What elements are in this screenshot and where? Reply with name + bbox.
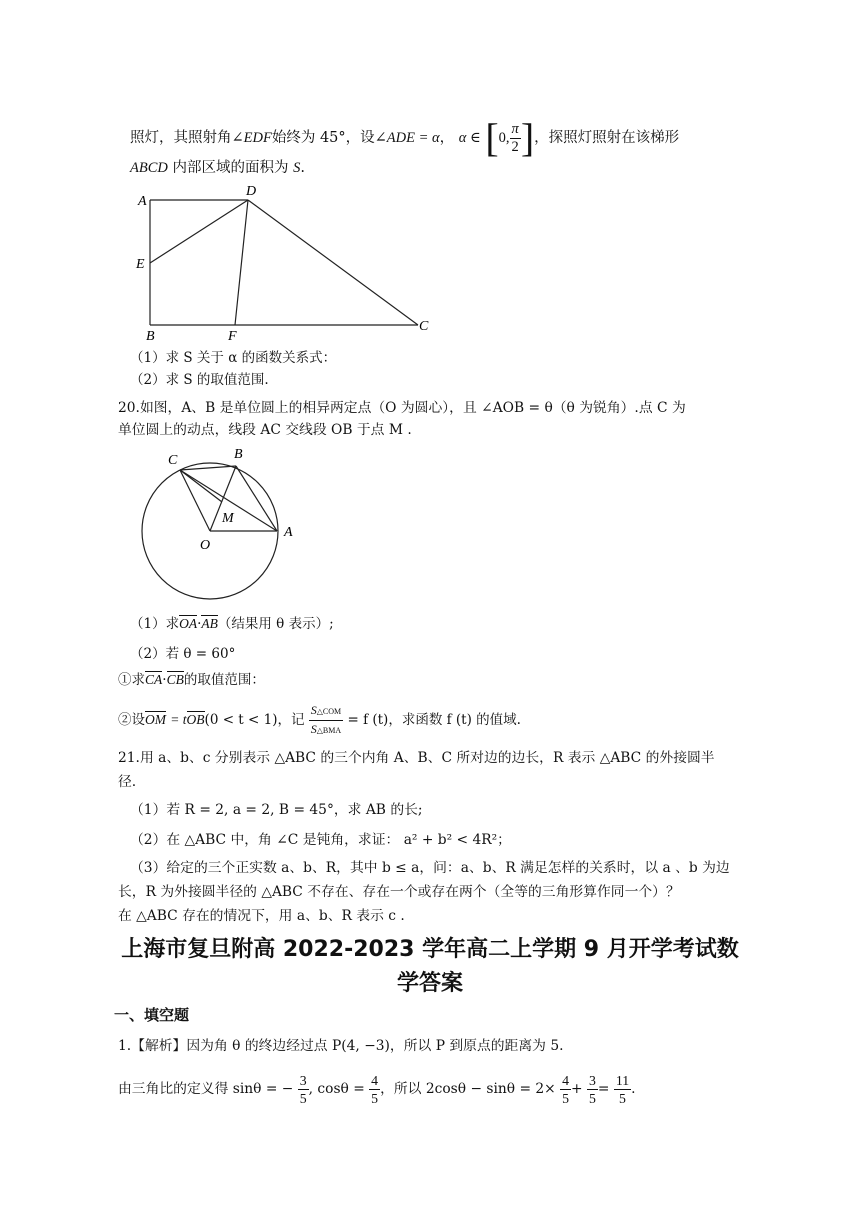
frac-den: S [310,722,317,736]
label-f: F [228,329,237,344]
text-seg: ，探照灯照射在该梯形 [534,130,680,146]
fraction [369,1072,380,1107]
vector-ab: AB [201,616,218,631]
frac-den: 2 [511,138,519,155]
problem19-intro-line2 [130,158,305,178]
frac-den: 5 [371,1091,379,1106]
q21-part3-line1: （3）给定的三个正实数 a、b、R，其中 b ≤ a，问：a、b、R 满足怎样的关系时，以 a 、b 为边 [130,860,730,876]
t-range: (0 < t < 1) [204,712,278,728]
text-seg: 由三角比的定义得 sinθ = − [118,1081,294,1097]
frac-den: 5 [619,1091,626,1106]
alpha-domain: α ∈ [458,130,481,146]
q21-part3-line2: 长，R 为外接圆半径的 △ABC 不存在、存在一个或存在两个（全等的三角形算作同一个）？ [118,884,680,900]
right-bracket: ] [520,115,535,160]
angle-ade: ∠ADE = α [374,130,440,146]
fraction [614,1072,631,1107]
q21-part3-line3: 在 △ABC 存在的情况下，用 a、b、R 表示 c . [118,908,405,924]
q19-part1: （1）求 S 关于 α 的函数关系式： [130,350,337,366]
text-seg: 始终为 45°，设 [271,130,375,146]
frac-num: 4 [371,1073,379,1088]
vector-oa: OA [179,616,198,631]
text-seg: 的取值范围： [183,672,265,688]
dot-op: · [162,672,167,688]
frac-num: S [310,703,317,717]
q20-line2: 单位圆上的动点，线段 AC 交线段 OB 于点 M . [118,422,412,438]
text-seg: . [631,1081,636,1097]
frac-den: 5 [589,1091,596,1106]
label-a: A [138,194,147,209]
text-seg: + [571,1081,583,1097]
fraction [587,1072,598,1107]
text-seg: ， [439,130,455,146]
label-o: O [200,538,211,553]
q20-line1: 20.如图，A、B 是单位圆上的相异两定点（O 为圆心），且 ∠AOB = θ（θ 为锐角）.点 C 为 [118,400,686,416]
text-seg: ，所以 2cosθ − sinθ = 2× [380,1081,556,1097]
frac-num: 4 [562,1073,570,1088]
label-b: B [146,329,155,344]
q20-sub2 [118,702,521,739]
area-symbol: S [293,160,301,176]
equals-t: = t [170,712,187,727]
text-seg: ，记 [277,712,305,728]
label-m: M [222,511,234,526]
interval-start: 0, [498,130,510,146]
frac-num: 3 [589,1073,596,1088]
text-seg: （1）求 [130,616,180,632]
frac-num: 11 [615,1073,630,1088]
angle-edf: ∠EDF [231,130,272,146]
trapezoid-name: ABCD [130,160,168,176]
q21-part2: （2）在 △ABC 中，角 ∠C 是钝角，求证： a² + b² < 4R²； [130,832,511,848]
text-seg: ①求 [118,672,145,688]
frac-num: π [511,120,519,137]
area-ratio [309,702,343,739]
label-d: D [246,184,257,199]
text-seg: 照灯，其照射角 [130,130,232,146]
frac-num: 3 [299,1073,307,1088]
text-seg: = f (t)，求函数 f (t) 的值域. [347,712,521,728]
pi-over-two [510,121,521,156]
vector-ca: CA [145,672,163,687]
text-seg: = [597,1081,610,1097]
frac-den: 5 [299,1091,307,1106]
fraction [298,1072,309,1107]
q21-line2: 径. [118,774,137,790]
vector-om: OM [145,712,166,727]
trapezoid-figure [128,180,438,345]
frac-den: 5 [562,1091,570,1106]
text-seg: 内部区域的面积为 [167,160,294,176]
label-a: A [284,525,293,540]
vector-cb: CB [166,672,184,687]
label-b: B [234,447,243,462]
left-bracket: [ [485,115,499,160]
section-heading: 一、填空题 [114,1006,190,1024]
answer1-line2 [118,1072,636,1107]
text-seg: . [300,160,305,176]
q20-sub1 [118,670,265,690]
q19-part2: （2）求 S 的取值范围. [130,372,269,388]
q21-part1: （1）若 R = 2, a = 2, B = 45°，求 AB 的长; [130,802,423,818]
label-c: C [168,453,178,468]
q20-part1 [130,614,334,634]
vector-ob: OB [186,712,205,727]
answer-title-line2: 学答案 [396,971,463,996]
unit-circle-figure [132,440,312,605]
fraction [560,1072,571,1107]
problem19-intro-line1 [130,115,680,160]
frac-num-sub: △COM [316,707,342,716]
q21-line1: 21.用 a、b、c 分别表示 △ABC 的三个内角 A、B、C 所对边的边长，R 表示 △ABC 的外接圆半 [118,750,715,766]
text-seg: ②设 [118,712,145,728]
answer1-line1: 1.【解析】因为角 θ 的终边经过点 P(4, −3)，所以 P 到原点的距离为 5. [118,1038,564,1054]
dot-op: · [197,616,202,632]
label-c: C [419,319,429,334]
answer-title-line1: 上海市复旦附高 2022-2023 学年高二上学期 9 月开学考试数 [121,937,739,962]
text-seg: , cosθ = [308,1081,365,1097]
frac-den-sub: △BMA [316,726,342,735]
label-e: E [136,257,145,272]
q20-part2: （2）若 θ = 60° [130,646,236,662]
text-seg: （结果用 θ 表示）; [217,616,334,632]
